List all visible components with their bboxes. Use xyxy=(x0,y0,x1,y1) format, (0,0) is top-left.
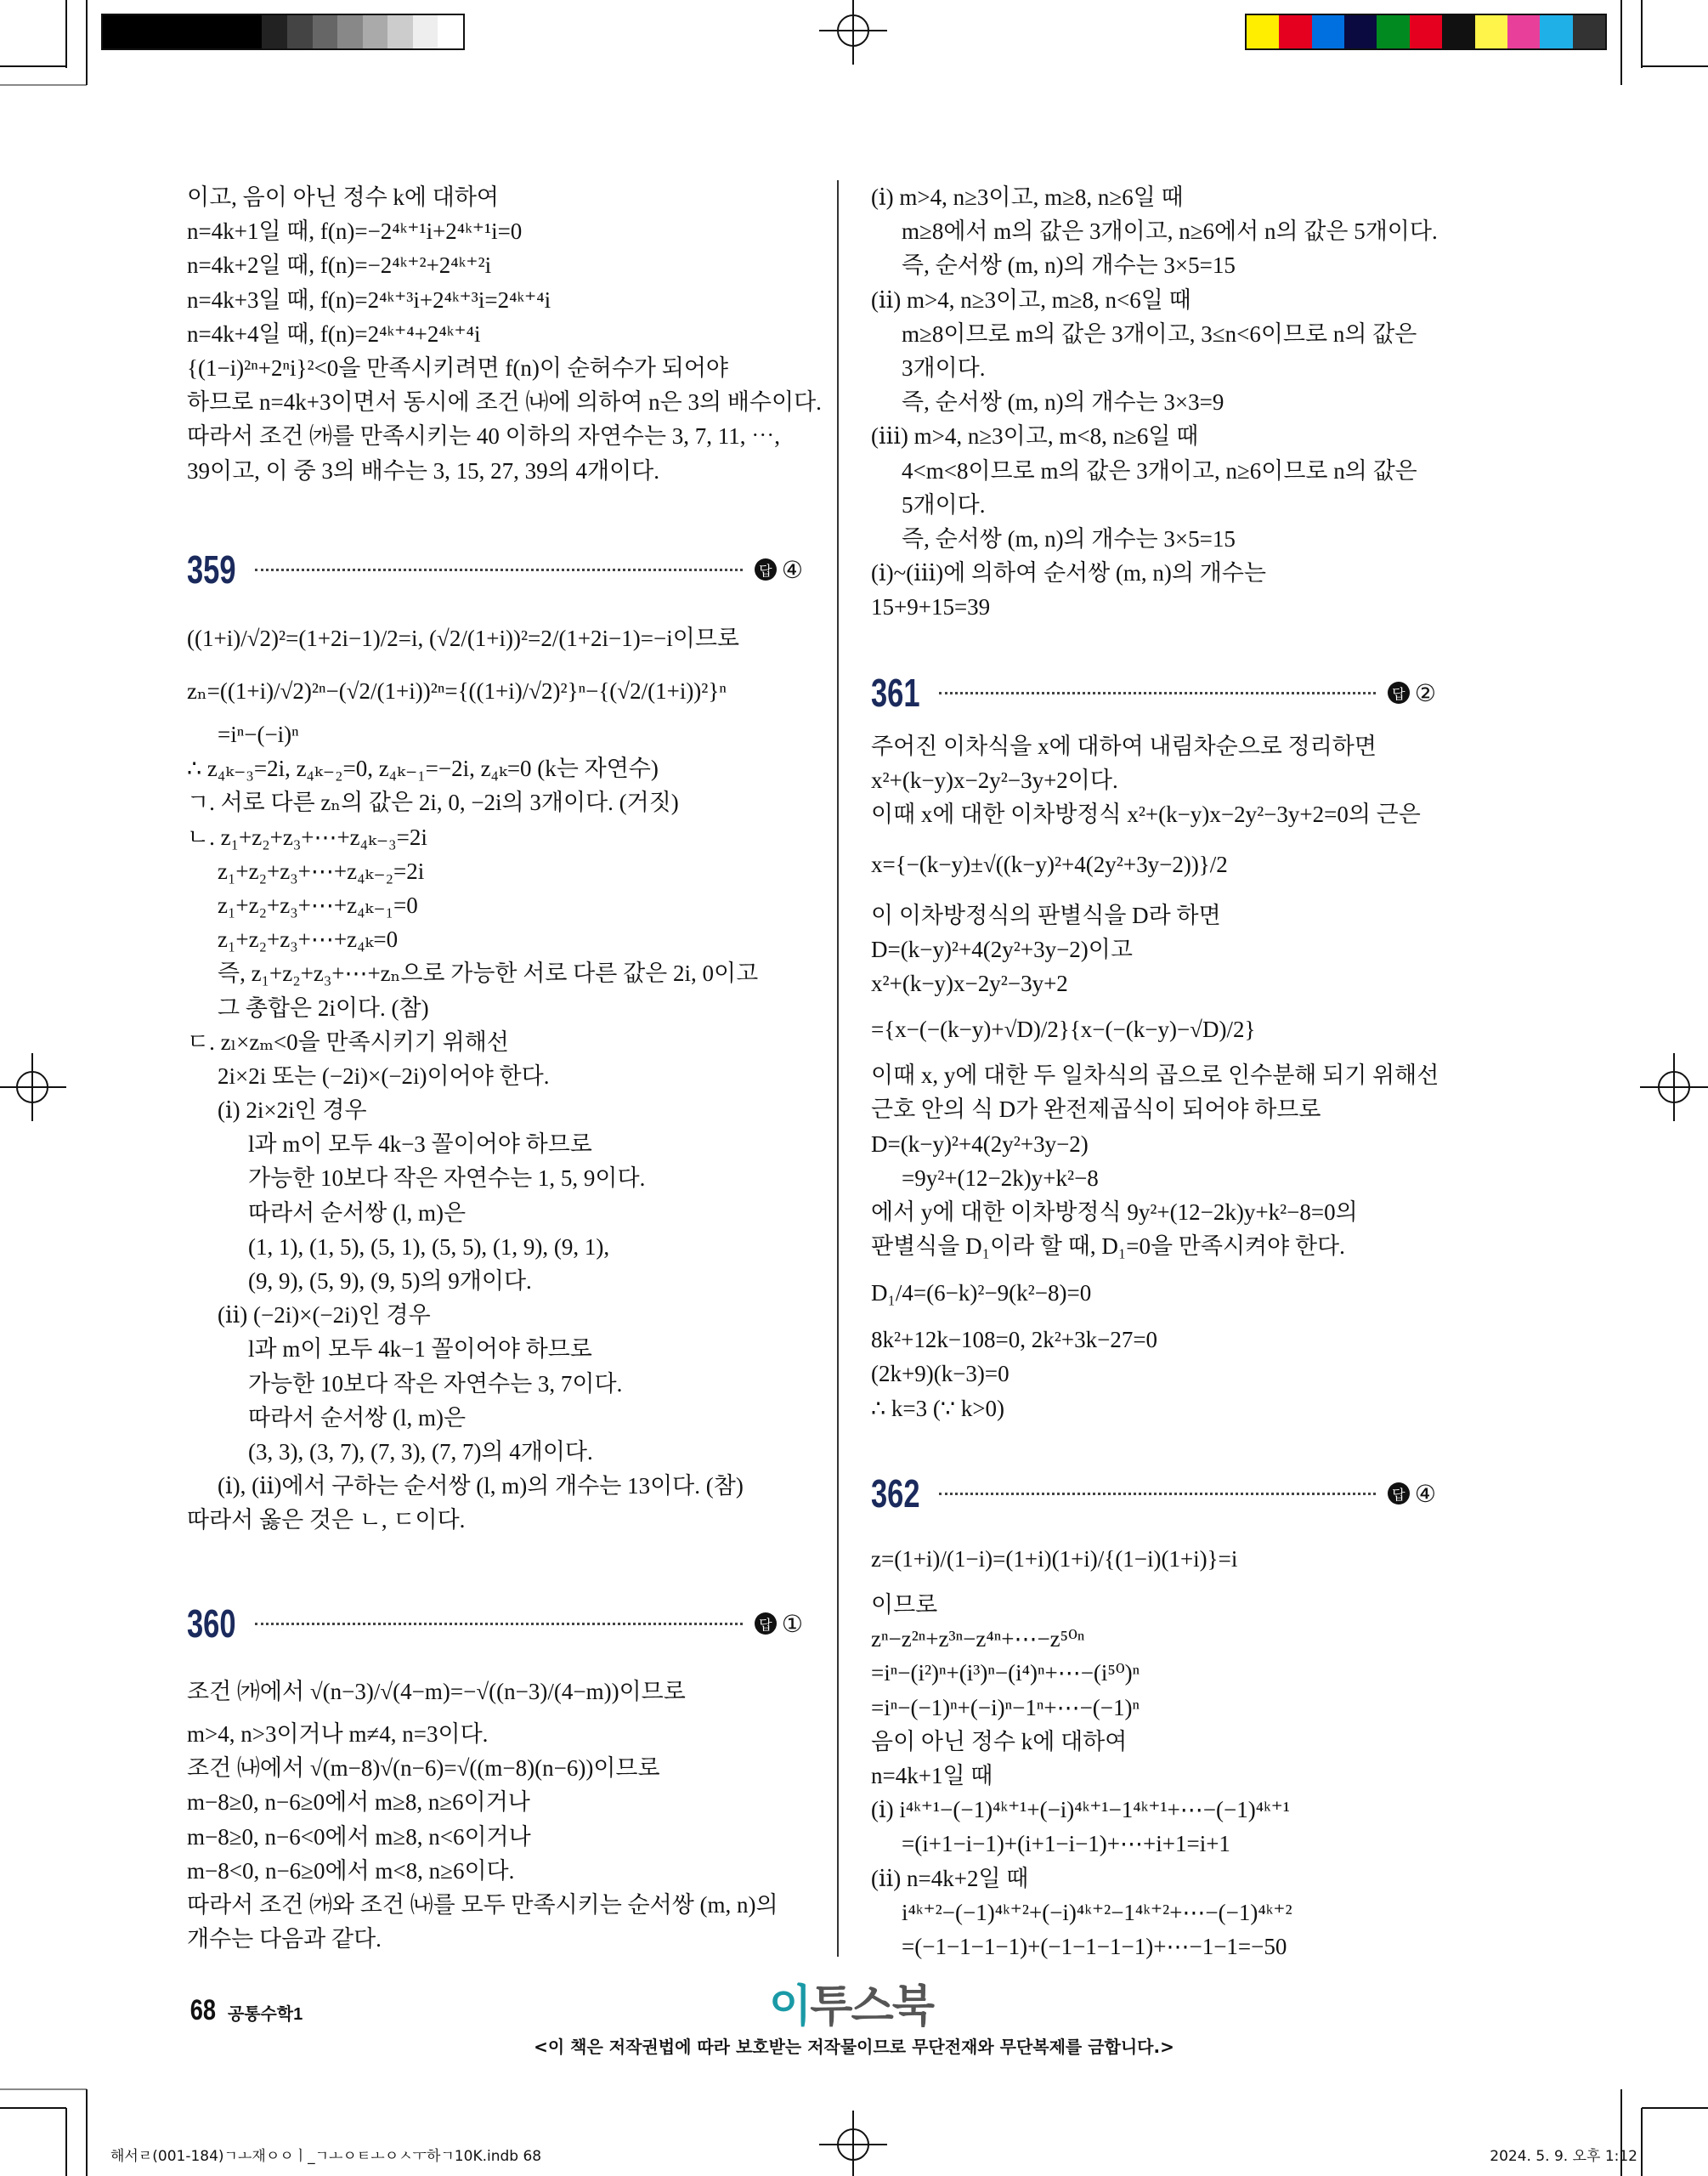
solution-line: 근호 안의 식 D가 완전제곱식이 되어야 하므로 xyxy=(871,1096,1321,1123)
solution-360 xyxy=(187,1666,803,1956)
solution-line: x²+(k−y)x−2y²−3y+2이다. xyxy=(871,768,1118,794)
solution-line: (ⅰ) m>4, n≥3이고, m≥8, n≥6일 때 xyxy=(871,184,1184,210)
solution-line: 8k²+12k−108=0, 2k²+3k−27=0 xyxy=(871,1327,1158,1353)
solution-line: 하므로 n=4k+3이면서 동시에 조건 ㈏에 의하여 n은 3의 배수이다. xyxy=(187,389,822,416)
solution-line: 이므로 xyxy=(871,1592,938,1618)
solution-line: (ⅰ) i⁴ᵏ⁺¹−(−1)⁴ᵏ⁺¹+(−i)⁴ᵏ⁺¹−1⁴ᵏ⁺¹+⋯−(−1)⁴ᵏ⁺¹ xyxy=(871,1797,1291,1823)
solution-line: (ⅰ)~(ⅲ)에 의하여 순서쌍 (m, n)의 개수는 xyxy=(871,560,1266,586)
solution-line: 이 이차방정식의 판별식을 D라 하면 xyxy=(871,902,1221,928)
solution-line: x²+(k−y)x−2y²−3y+2 xyxy=(871,970,1068,996)
answer: ① xyxy=(781,1609,803,1638)
solution-line: m≥8에서 m의 값은 3개이고, n≥6에서 n의 값은 5개이다. xyxy=(902,218,1438,245)
problem-header-360 xyxy=(187,1601,803,1646)
problem-number: 362 xyxy=(871,1471,920,1516)
solution-line: =(i+1−i−1)+(i+1−i−1)+⋯+i+1=i+1 xyxy=(902,1831,1230,1857)
publisher-logo xyxy=(769,1970,933,2034)
solution-line: D=(k−y)²+4(2y²+3y−2)이고 xyxy=(871,936,1133,962)
solution-line: m>4, n>3이거나 m≠4, n=3이다. xyxy=(187,1721,489,1747)
print-timestamp: 2024. 5. 9. 오후 1:12 xyxy=(1490,2148,1637,2165)
solution-362 xyxy=(871,1530,1436,1964)
solution-line: (1, 1), (1, 5), (5, 1), (5, 5), (1, 9), (9, 1), xyxy=(248,1233,610,1260)
solution-line: ㄴ. z₁+z₂+z₃+⋯+z₄ₖ₋₃=2i xyxy=(187,824,427,850)
solution-line: 이때 x, y에 대한 두 일차식의 곱으로 인수분해 되기 위해선 xyxy=(871,1062,1439,1089)
solution-line: 조건 ㈎에서 √(n−3)/√(4−m)=−√((n−3)/(4−m))이므로 xyxy=(187,1678,686,1704)
solution-line: n=4k+4일 때, f(n)=2⁴ᵏ⁺⁴+2⁴ᵏ⁺⁴i xyxy=(187,320,481,347)
logo-part: 이 xyxy=(769,1981,811,2032)
answer-badge-icon: 답 xyxy=(755,558,777,581)
solution-line: n=4k+1일 때 xyxy=(871,1762,993,1788)
answer-badge-icon: 답 xyxy=(1388,682,1410,704)
right-column xyxy=(871,0,1439,1959)
solution-line: D₁/4=(6−k)²−9(k²−8)=0 xyxy=(871,1280,1092,1306)
dotted-leader xyxy=(939,1493,1376,1495)
book-title: 공통수학1 xyxy=(227,2005,303,2024)
continued-solution xyxy=(187,180,822,488)
page-footer-label xyxy=(187,1994,303,2027)
solution-line: (2k+9)(k−3)=0 xyxy=(871,1361,1010,1387)
solution-line: =iⁿ−(i²)ⁿ+(i³)ⁿ−(i⁴)ⁿ+⋯−(i⁵⁰)ⁿ xyxy=(871,1660,1140,1686)
solution-line: ((1+i)/√2)²=(1+2i−1)/2=i, (√2/(1+i))²=2/(1+2i−1)=−i이므로 xyxy=(187,625,739,651)
solution-359 xyxy=(187,612,803,1538)
solution-line: 따라서 순서쌍 (l, m)은 xyxy=(248,1404,467,1431)
solution-line: n=4k+3일 때, f(n)=2⁴ᵏ⁺³i+2⁴ᵏ⁺³i=2⁴ᵏ⁺⁴i xyxy=(187,286,551,313)
solution-line: (9, 9), (5, 9), (9, 5)의 9개이다. xyxy=(248,1268,532,1294)
solution-line: ㄱ. 서로 다른 zₙ의 값은 2i, 0, −2i의 3개이다. (거짓) xyxy=(187,790,679,816)
solution-line: 따라서 옳은 것은 ㄴ, ㄷ이다. xyxy=(187,1507,466,1533)
file-name: 해서ㄹ(001-184)ㄱㅗ재ㅇㅇㅣ_ㄱㅗㅇㅌㅗㅇㅅㅜ하ㄱ10K.indb 68 xyxy=(110,2148,542,2165)
solution-line: 즉, 순서쌍 (m, n)의 개수는 3×5=15 xyxy=(902,525,1236,552)
solution-line: 따라서 조건 ㈎를 만족시키는 40 이하의 자연수는 3, 7, 11, ⋯, xyxy=(187,423,780,450)
solution-line: (ⅱ) (−2i)×(−2i)인 경우 xyxy=(218,1302,431,1329)
problem-header-362 xyxy=(871,1471,1436,1516)
solution-line: m−8<0, n−6≥0에서 m<8, n≥6이다. xyxy=(187,1857,515,1884)
solution-line: 15+9+15=39 xyxy=(871,594,991,620)
solution-line: 그 총합은 2i이다. (참) xyxy=(218,994,429,1021)
problem-number: 361 xyxy=(871,671,920,715)
problem-number: 359 xyxy=(187,547,236,592)
solution-line: ={x−(−(k−y)+√D)/2}{x−(−(k−y)−√D)/2} xyxy=(871,1016,1256,1042)
solution-line: 에서 y에 대한 이차방정식 9y²+(12−2k)y+k²−8=0의 xyxy=(871,1198,1358,1225)
logo-part: 투스북 xyxy=(810,1981,933,2032)
solution-line: 음이 아닌 정수 k에 대하여 xyxy=(871,1728,1128,1754)
solution-line: =iⁿ−(−1)ⁿ+(−i)ⁿ−1ⁿ+⋯−(−1)ⁿ xyxy=(871,1694,1140,1720)
column-divider xyxy=(837,180,839,1957)
solution-line: {(1−i)²ⁿ+2ⁿi}²<0을 만족시키려면 f(n)이 순허수가 되어야 xyxy=(187,354,728,381)
solution-line: 따라서 조건 ㈎와 조건 ㈏를 모두 만족시키는 순서쌍 (m, n)의 xyxy=(187,1891,778,1918)
solution-line: 가능한 10보다 작은 자연수는 3, 7이다. xyxy=(248,1370,623,1397)
solution-line: =iⁿ−(−i)ⁿ xyxy=(218,722,299,747)
solution-line: n=4k+1일 때, f(n)=−2⁴ᵏ⁺¹i+2⁴ᵏ⁺¹i=0 xyxy=(187,218,523,245)
solution-line: ∴ z₄ₖ₋₃=2i, z₄ₖ₋₂=0, z₄ₖ₋₁=−2i, z₄ₖ=0 (k는 자연수) xyxy=(187,756,659,782)
solution-line: z₁+z₂+z₃+⋯+z₄ₖ=0 xyxy=(218,926,399,953)
page-number: 68 xyxy=(189,1994,217,2026)
solution-line: l과 m이 모두 4k−1 꼴이어야 하므로 xyxy=(248,1336,592,1363)
color-swatch xyxy=(1475,15,1507,48)
solution-line: =(−1−1−1−1)+(−1−1−1−1)+⋯−1−1=−50 xyxy=(902,1933,1287,1959)
solution-line: m−8≥0, n−6≥0에서 m≥8, n≥6이거나 xyxy=(187,1789,530,1816)
color-swatch xyxy=(1442,15,1474,48)
solution-line: z₁+z₂+z₃+⋯+z₄ₖ₋₁=0 xyxy=(218,892,418,918)
dotted-leader xyxy=(255,569,743,571)
solution-line: x={−(k−y)±√((k−y)²+4(2y²+3y−2))}/2 xyxy=(871,852,1228,878)
solution-line: =9y²+(12−2k)y+k²−8 xyxy=(902,1164,1099,1191)
continued-solution-360 xyxy=(871,180,1436,624)
solution-line: ㄷ. zₗ×zₘ<0을 만족시키기 위해선 xyxy=(187,1028,509,1055)
left-column xyxy=(187,0,822,1955)
problem-header-361 xyxy=(871,671,1436,715)
problem-number: 360 xyxy=(187,1601,236,1646)
solution-line: 즉, 순서쌍 (m, n)의 개수는 3×3=9 xyxy=(902,389,1224,416)
solution-line: m−8≥0, n−6<0에서 m≥8, n<6이거나 xyxy=(187,1823,531,1850)
solution-line: 주어진 이차식을 x에 대하여 내림차순으로 정리하면 xyxy=(871,734,1377,759)
solution-line: 39이고, 이 중 3의 배수는 3, 15, 27, 39의 4개이다. xyxy=(187,457,659,484)
solution-line: 따라서 순서쌍 (l, m)은 xyxy=(248,1199,467,1226)
solution-line: 조건 ㈏에서 √(m−8)√(n−6)=√((m−8)(n−6))이므로 xyxy=(187,1755,660,1782)
solution-line: 4<m<8이므로 m의 값은 3개이고, n≥6이므로 n의 값은 xyxy=(902,457,1417,484)
solution-line: 5개이다. xyxy=(902,491,986,518)
answer-badge-icon: 답 xyxy=(1388,1482,1410,1504)
solution-line: 판별식을 D₁이라 할 때, D₁=0을 만족시켜야 한다. xyxy=(871,1233,1345,1260)
solution-line: n=4k+2일 때, f(n)=−2⁴ᵏ⁺²+2⁴ᵏ⁺²i xyxy=(187,252,492,279)
solution-line: (ⅱ) m>4, n≥3이고, m≥8, n<6일 때 xyxy=(871,286,1191,313)
solution-line: 2i×2i 또는 (−2i)×(−2i)이어야 한다. xyxy=(218,1062,550,1089)
solution-line: 가능한 10보다 작은 자연수는 1, 5, 9이다. xyxy=(248,1165,646,1192)
answer: ② xyxy=(1414,678,1436,707)
problem-header-359 xyxy=(187,547,803,592)
answer: ④ xyxy=(781,555,803,584)
answer: ④ xyxy=(1414,1479,1436,1508)
color-swatch xyxy=(1540,15,1572,48)
dotted-leader xyxy=(939,692,1376,694)
color-swatch xyxy=(1507,15,1540,48)
solution-line: 이때 x에 대한 이차방정식 x²+(k−y)x−2y²−3y+2=0의 근은 xyxy=(871,802,1421,828)
solution-line: zⁿ−z²ⁿ+z³ⁿ−z⁴ⁿ+⋯−z⁵⁰ⁿ xyxy=(871,1626,1085,1652)
color-swatch xyxy=(1573,15,1605,48)
solution-line: ∴ k=3 (∵ k>0) xyxy=(871,1395,1005,1421)
copyright-notice: <이 책은 저작권법에 따라 보호받는 저작물이므로 무단전재와 무단복제를 금합니다.> xyxy=(534,2037,1174,2057)
solution-line: D=(k−y)²+4(2y²+3y−2) xyxy=(871,1130,1089,1157)
solution-line: z=(1+i)/(1−i)=(1+i)(1+i)/{(1−i)(1+i)}=i xyxy=(871,1545,1238,1572)
solution-line: 즉, 순서쌍 (m, n)의 개수는 3×5=15 xyxy=(902,252,1236,279)
solution-line: (3, 3), (3, 7), (7, 3), (7, 7)의 4개이다. xyxy=(248,1438,593,1465)
solution-line: l과 m이 모두 4k−3 꼴이어야 하므로 xyxy=(248,1131,592,1158)
solution-line: 개수는 다음과 같다. xyxy=(187,1926,382,1952)
solution-line: (ⅰ) 2i×2i인 경우 xyxy=(218,1097,367,1124)
solution-line: 즉, z₁+z₂+z₃+⋯+zₙ으로 가능한 서로 다른 값은 2i, 0이고 xyxy=(218,960,759,987)
solution-line: z₁+z₂+z₃+⋯+z₄ₖ₋₂=2i xyxy=(218,858,425,884)
solution-line: 3개이다. xyxy=(902,354,986,381)
solution-line: (ⅱ) n=4k+2일 때 xyxy=(871,1865,1029,1891)
solution-line: zₙ=((1+i)/√2)²ⁿ−(√2/(1+i))²ⁿ={((1+i)/√2)²}ⁿ−{(√2/(1+i))²}ⁿ xyxy=(187,677,727,704)
solution-line: (ⅲ) m>4, n≥3이고, m<8, n≥6일 때 xyxy=(871,423,1199,450)
solution-line: 이고, 음이 아닌 정수 k에 대하여 xyxy=(187,184,499,210)
solution-361 xyxy=(871,729,1439,1425)
solution-line: m≥8이므로 m의 값은 3개이고, 3≤n<6이므로 n의 값은 xyxy=(902,320,1417,347)
solution-line: i⁴ᵏ⁺²−(−1)⁴ᵏ⁺²+(−i)⁴ᵏ⁺²−1⁴ᵏ⁺²+⋯−(−1)⁴ᵏ⁺² xyxy=(902,1899,1292,1925)
dotted-leader xyxy=(255,1623,743,1625)
solution-line: (ⅰ), (ⅱ)에서 구하는 순서쌍 (l, m)의 개수는 13이다. (참) xyxy=(218,1473,744,1499)
answer-badge-icon: 답 xyxy=(755,1612,777,1635)
